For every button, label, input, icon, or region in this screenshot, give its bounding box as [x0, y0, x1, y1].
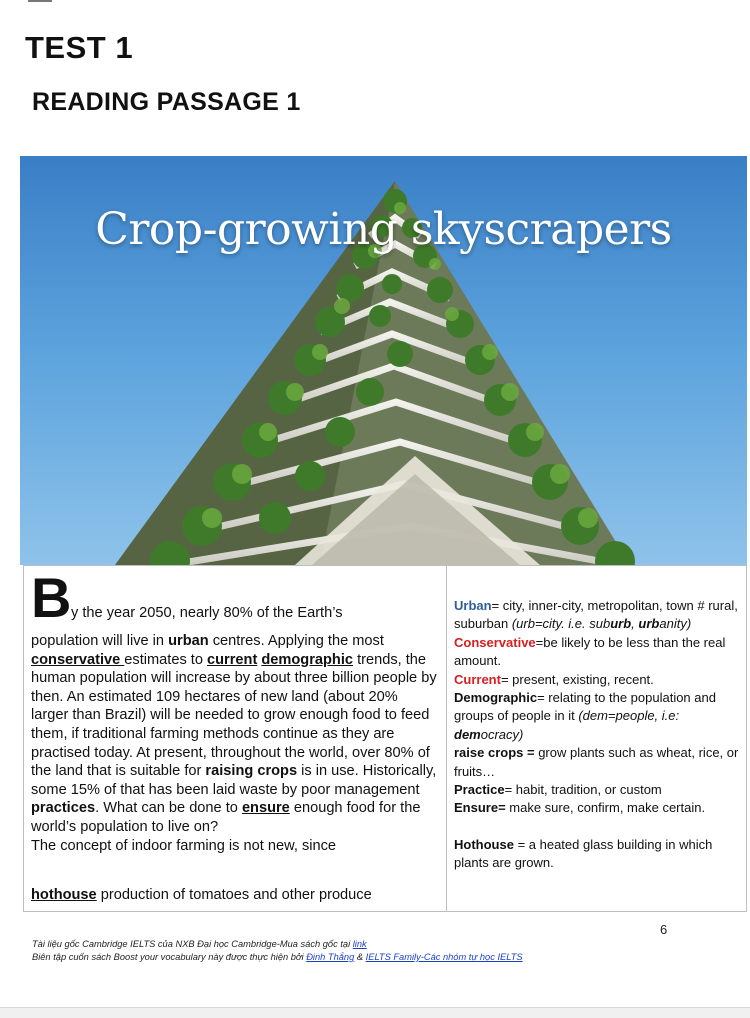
- keyword-urban: urban: [168, 633, 209, 649]
- drop-cap: B: [31, 566, 72, 629]
- keyword-practices: practices: [31, 800, 96, 817]
- hero-title: Crop-growing skyscrapers: [95, 204, 672, 255]
- vocabulary-notes: [454, 597, 744, 873]
- vocab-demographic: Demographic= relating to the population and groups of people in it (dem=people, i.e: democracy): [454, 690, 716, 742]
- top-edge-mark: [28, 0, 52, 2]
- passage-last-line: hothouse production of tomatoes and other produce: [31, 887, 372, 903]
- footer-link-source[interactable]: link: [352, 939, 367, 949]
- vocab-raise-crops: raise crops = grow plants such as wheat, rice, or fruits…: [454, 745, 739, 779]
- footer-line-1: Tài liệu gốc Cambridge IELTS của NXB Đại học Cambridge-Mua sách gốc tại link: [32, 939, 367, 949]
- keyword-ensure: ensure: [241, 800, 290, 817]
- hero-image: [20, 156, 747, 565]
- vocab-practice: Practice= habit, tradition, or custom: [454, 782, 662, 798]
- vocab-current: Current= present, existing, recent.: [454, 671, 654, 687]
- footer-link-editor[interactable]: Đinh Thắng: [306, 952, 355, 962]
- keyword-demographic: demographic: [261, 651, 354, 668]
- vocab-urban: Urban= city, inner-city, metropolitan, town # rural, suburban (urb=city. i.e. suburb, urbanity): [454, 598, 738, 632]
- footer-line-2: Biên tập cuốn sách Boost your vocabulary này được thực hiện bởi Đinh Thắng & IELTS Family-Các nhóm tự học IELTS: [32, 952, 523, 962]
- vocab-hothouse: Hothouse = a heated glass building in which plants are grown.: [454, 836, 713, 871]
- keyword-current: current: [207, 651, 258, 668]
- keyword-hothouse: hothouse: [31, 887, 97, 903]
- footer-link-ielts-family[interactable]: IELTS Family-Các nhóm tự học IELTS: [365, 952, 523, 962]
- passage-body: [31, 632, 439, 855]
- keyword-raising-crops: raising crops: [205, 763, 298, 780]
- test-title: TEST 1: [25, 30, 134, 65]
- vocab-conservative: Conservative=be likely to be less than the real amount.: [454, 634, 726, 669]
- keyword-conservative: conservative: [31, 651, 125, 668]
- passage-paragraph: population will live in urban centres. Applying the most conservative estimates to current demographic trends, the human population will increase by about three billion people by then. An estimated 109 hectares of new land (about 20% larger than Brazil) will be needed to grow enough food to feed them, if traditional farming methods continue as they are practised today. At present, throughout the world, over 80% of the land that is suitable for raising crops is in use. Historically, some 15% of that has been laid waste by poor management practices. What can be done to ensure enough food for the world’s population to live on?: [31, 633, 437, 835]
- passage-paragraph-2: The concept of indoor farming is not new, since: [31, 837, 337, 854]
- page-number: 6: [660, 922, 668, 937]
- passage-title: READING PASSAGE 1: [32, 88, 301, 116]
- vocab-ensure: Ensure= make sure, confirm, make certain.: [454, 800, 706, 816]
- footer: [32, 938, 732, 964]
- passage-first-line: y the year 2050, nearly 80% of the Earth’s: [71, 605, 343, 621]
- bottom-strip: [0, 1007, 750, 1018]
- column-divider: [446, 565, 447, 912]
